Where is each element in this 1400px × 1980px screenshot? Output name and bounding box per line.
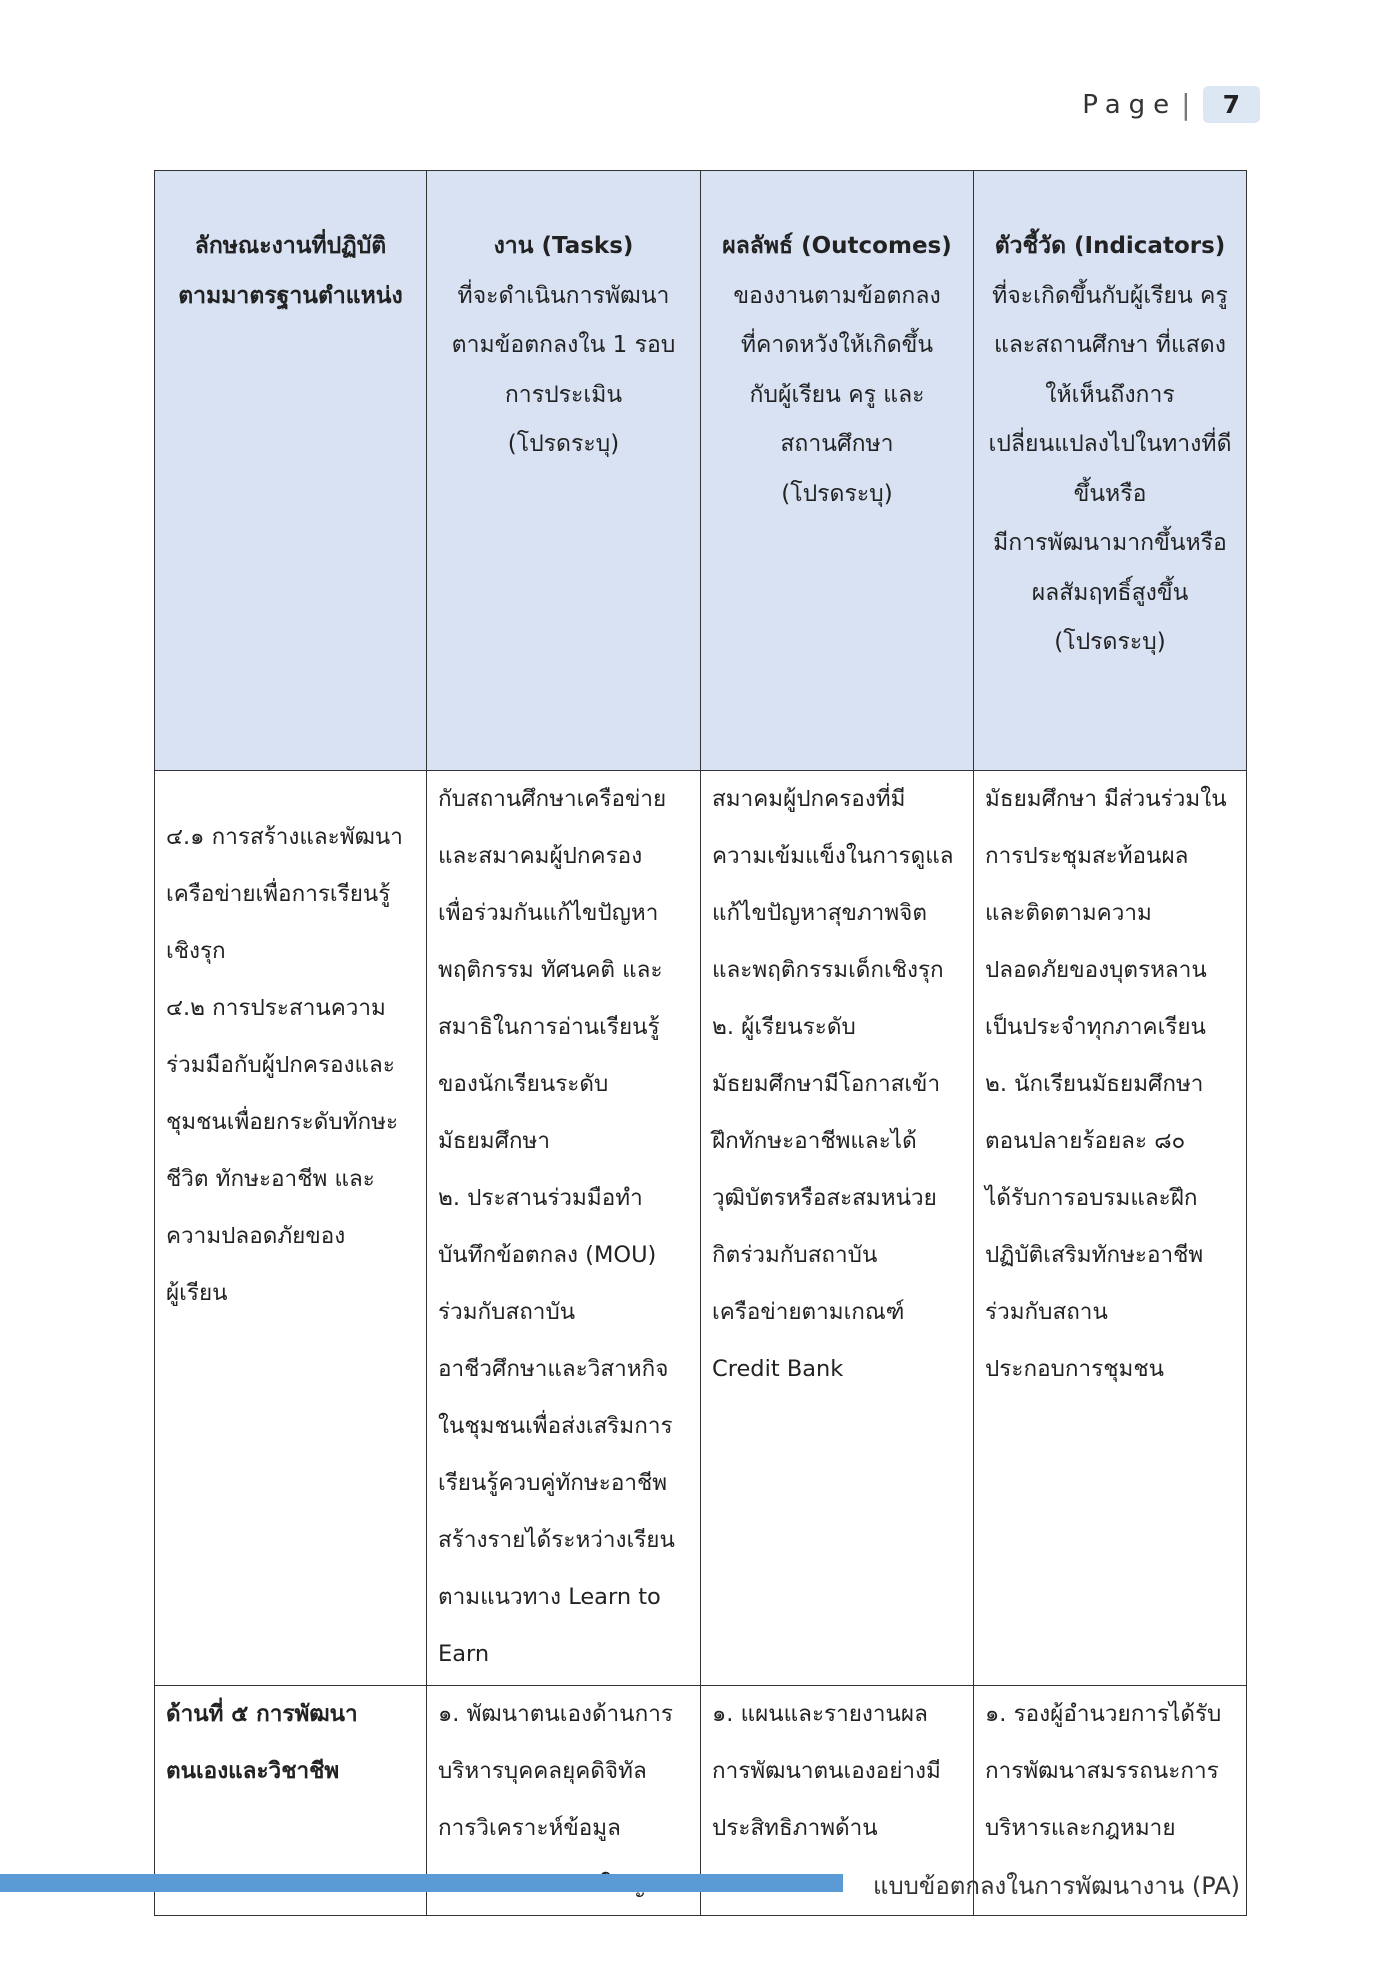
table-row — [155, 771, 1247, 1686]
cell-text-line: ชุมชนเพื่อยกระดับทักษะ — [166, 1109, 399, 1135]
column-header-line: ที่คาดหวังให้เกิดขึ้น — [740, 332, 934, 358]
cell-text-line: ประกอบการชุมชน — [985, 1356, 1164, 1382]
column-header-line: ตามมาตรฐานตำแหน่ง — [178, 282, 403, 309]
cell-text-line: เป็นประจำทุกภาคเรียน — [985, 1014, 1206, 1040]
column-header-line: (โปรดระบุ) — [1054, 629, 1166, 655]
column-header-line: (โปรดระบุ) — [781, 480, 893, 507]
footer-accent-bar — [0, 1874, 843, 1892]
cell-text-line: กับสถานศึกษาเครือข่าย — [438, 786, 667, 812]
cell-text-line: มัธยมศึกษา — [438, 1128, 550, 1154]
pa-agreement-table — [154, 170, 1247, 1916]
cell-text-line: บริหารบุคคลยุคดิจิทัล — [438, 1758, 647, 1784]
cell-text-line: เพื่อร่วมกันแก้ไขปัญหา — [438, 900, 659, 926]
column-header-line: กับผู้เรียน ครู และ — [749, 381, 925, 408]
cell-text-line: พฤติกรรม ทัศนคติ และ — [438, 957, 663, 983]
cell-text-line: และพฤติกรรมเด็กเชิงรุก — [712, 957, 944, 983]
column-header-line: ที่จะดำเนินการพัฒนา — [457, 282, 670, 309]
column-header-line: ผลสัมฤทธิ์สูงขึ้น — [1031, 579, 1189, 606]
table-cell — [701, 771, 974, 1686]
cell-text-line: ฝึกทักษะอาชีพและได้ — [712, 1128, 917, 1154]
table-header-row — [155, 171, 1247, 771]
cell-text-line: ความปลอดภัยของ — [166, 1223, 346, 1249]
cell-text-line: ๑. พัฒนาตนเองด้านการ — [438, 1701, 673, 1727]
cell-text-line: Credit Bank — [712, 1356, 844, 1382]
page-header — [1082, 86, 1260, 123]
column-header-line: การประเมิน — [504, 381, 623, 408]
cell-text-line: มัธยมศึกษามีโอกาสเข้า — [712, 1071, 941, 1097]
column-header-line: เปลี่ยนแปลงไปในทางที่ดี — [988, 431, 1232, 457]
cell-text-line: กิตร่วมกับสถาบัน — [712, 1242, 878, 1268]
column-header-line: และสถานศึกษา ที่แสดง — [994, 332, 1226, 358]
cell-text-line: ตอนปลายร้อยละ ๘๐ — [985, 1128, 1186, 1154]
cell-text-line: ปลอดภัยของบุตรหลาน — [985, 957, 1207, 983]
page-separator: | — [1181, 88, 1191, 121]
column-header-1 — [155, 171, 427, 771]
cell-text-line: บริหารและกฎหมาย — [985, 1815, 1176, 1841]
table-cell — [974, 771, 1247, 1686]
cell-text-line: ด้านที่ ๕ การพัฒนา — [166, 1701, 358, 1727]
cell-text-line: สมาคมผู้ปกครองที่มี — [712, 786, 906, 812]
column-header-4 — [974, 171, 1247, 771]
cell-text-line: เครือข่ายเพื่อการเรียนรู้ — [166, 881, 391, 907]
cell-text-line: ๔.๑ การสร้างและพัฒนา — [166, 824, 403, 850]
column-header-2 — [427, 171, 701, 771]
cell-text-line: มัธยมศึกษา มีส่วนร่วมใน — [985, 786, 1227, 812]
column-header-line: ของงานตามข้อตกลง — [733, 282, 941, 309]
cell-text-line: ได้รับการอบรมและฝึก — [985, 1185, 1198, 1211]
cell-text-line: Earn — [438, 1641, 490, 1667]
column-header-line: ตามข้อตกลงใน 1 รอบ — [451, 332, 676, 358]
page-label: Page — [1082, 89, 1178, 120]
cell-text-line: เครือข่ายตามเกณฑ์ — [712, 1299, 905, 1325]
cell-text-line: แก้ไขปัญหาสุขภาพจิต — [712, 900, 927, 926]
cell-text-line: ๑. แผนและรายงานผล — [712, 1701, 928, 1727]
cell-text-line: ของนักเรียนระดับ — [438, 1071, 609, 1097]
cell-text-line: ๔.๒ การประสานความ — [166, 995, 386, 1021]
cell-text-line: ตนเองและวิชาชีพ — [166, 1758, 340, 1784]
column-header-line: ขึ้นหรือ — [1073, 480, 1147, 507]
column-header-line: ที่จะเกิดขึ้นกับผู้เรียน ครู — [992, 282, 1228, 309]
cell-text-line: อาชีวศึกษาและวิสาหกิจ — [438, 1356, 669, 1382]
cell-text-line: ตามแนวทาง Learn to — [438, 1584, 661, 1610]
cell-text-line: ผู้เรียน — [166, 1280, 228, 1306]
column-header-line: ให้เห็นถึงการ — [1045, 381, 1175, 408]
column-header-line: มีการพัฒนามากขึ้นหรือ — [993, 530, 1227, 556]
column-header-line: (โปรดระบุ) — [507, 431, 620, 457]
cell-text-line: เรียนรู้ควบคู่ทักษะอาชีพ — [438, 1470, 668, 1496]
cell-text-line: ในชุมชนเพื่อส่งเสริมการ — [438, 1413, 673, 1439]
column-header-line: สถานศึกษา — [780, 431, 894, 457]
cell-text-line: บันทึกข้อตกลง (MOU) — [438, 1242, 657, 1268]
cell-text-line: ร่วมกับสถาน — [985, 1299, 1108, 1325]
cell-text-line: สร้างรายได้ระหว่างเรียน — [438, 1527, 675, 1553]
column-header-title: ตัวชี้วัด (Indicators) — [994, 233, 1226, 259]
cell-text-line: ชีวิต ทักษะอาชีพ และ — [166, 1166, 375, 1192]
table-body — [155, 771, 1247, 1916]
cell-text-line: การพัฒนาตนเองอย่างมี — [712, 1758, 941, 1784]
cell-text-line: ร่วมมือกับผู้ปกครองและ — [166, 1052, 395, 1078]
cell-text-line: ร่วมกับสถาบัน — [438, 1299, 576, 1325]
cell-text-line: ปฏิบัติเสริมทักษะอาชีพ — [985, 1242, 1204, 1268]
table-cell — [427, 771, 701, 1686]
cell-text-line: ๒. ประสานร่วมมือทำ — [438, 1185, 643, 1211]
page-number: 7 — [1203, 86, 1260, 123]
footer-title: แบบข้อตกลงในการพัฒนางาน (PA) — [872, 1872, 1240, 1900]
cell-text-line: เชิงรุก — [166, 938, 226, 964]
cell-text-line: ความเข้มแข็งในการดูแล — [712, 843, 954, 869]
column-header-title: ลักษณะงานที่ปฏิบัติ — [194, 233, 387, 259]
cell-text-line: วุฒิบัตรหรือสะสมหน่วย — [712, 1185, 937, 1211]
cell-text-line: ประสิทธิภาพด้าน — [712, 1815, 878, 1841]
cell-text-line: และสมาคมผู้ปกครอง — [438, 843, 643, 869]
cell-text-line: การวิเคราะห์ข้อมูล — [438, 1815, 621, 1841]
cell-text-line: ๒. ผู้เรียนระดับ — [712, 1014, 856, 1040]
column-header-title: ผลลัพธ์ (Outcomes) — [722, 233, 952, 259]
cell-text-line: การพัฒนาสมรรถนะการ — [985, 1758, 1219, 1784]
cell-text-line: ๑. รองผู้อำนวยการได้รับ — [985, 1701, 1222, 1727]
column-header-3 — [701, 171, 974, 771]
cell-text-line: ๒. นักเรียนมัธยมศึกษา — [985, 1071, 1204, 1097]
table-cell — [155, 771, 427, 1686]
column-header-title: งาน (Tasks) — [493, 233, 634, 259]
cell-text-line: และติดตามความ — [985, 900, 1152, 926]
cell-text-line: สมาธิในการอ่านเรียนรู้ — [438, 1014, 660, 1040]
cell-text-line: การประชุมสะท้อนผล — [985, 843, 1189, 869]
